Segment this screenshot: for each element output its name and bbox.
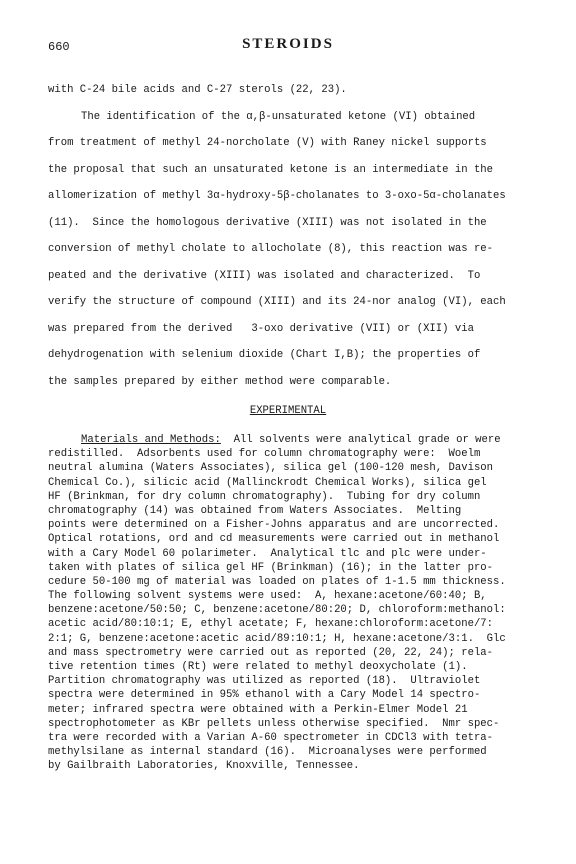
- methods-line: The following solvent systems were used: A, hexane:acetone/60:40; B,: [48, 590, 487, 603]
- methods-line: Optical rotations, ord and cd measurements were carried out in methanol: [48, 533, 500, 546]
- journal-title: STEROIDS: [242, 36, 334, 52]
- experimental-text: [48, 433, 528, 774]
- methods-line: [48, 433, 528, 447]
- methods-line: Chemical Co.), silicic acid (Mallinckrodt Chemical Works), silica gel: [48, 476, 487, 489]
- body-text: [48, 83, 528, 401]
- body-line: allomerization of methyl 3α-hydroxy-5β-cholanates to 3-oxo-5α-cholanates: [48, 190, 506, 202]
- methods-line: tra were recorded with a Varian A-60 spectrometer in CDCl3 with tetra-: [48, 731, 494, 744]
- body-line: peated and the derivative (XIII) was isolated and characterized. To: [48, 269, 481, 282]
- methods-line: methylsilane as internal standard (16). Microanalyses were performed: [48, 746, 487, 759]
- body-line: the proposal that such an unsaturated ketone is an intermediate in the: [48, 163, 494, 176]
- methods-line: taken with plates of silica gel HF (Brinkman) (16); in the latter pro-: [48, 561, 494, 574]
- section-heading-experimental: EXPERIMENTAL: [249, 405, 327, 417]
- body-line: the samples prepared by either method were comparable.: [48, 375, 392, 388]
- methods-line: spectra were determined in 95% ethanol with a Cary Model 14 spectro-: [48, 689, 481, 702]
- methods-line: HF (Brinkman, for dry column chromatography). Tubing for dry column: [48, 490, 481, 503]
- body-line: dehydrogenation with selenium dioxide (Chart I,B); the properties of: [48, 349, 481, 361]
- body-line: was prepared from the derived 3-oxo derivative (VII) or (XII) via: [48, 322, 474, 335]
- methods-line: cedure 50-100 mg of material was loaded on plates of 1-1.5 mm thickness.: [48, 575, 506, 588]
- methods-line: and mass spectrometry were carried out as reported (20, 22, 24); rela-: [48, 646, 494, 659]
- methods-line: tive retention times (Rt) were related to methyl deoxycholate (1).: [48, 661, 468, 673]
- methods-line: by Gailbraith Laboratories, Knoxville, Tennessee.: [48, 760, 360, 773]
- methods-line: spectrophotometer as KBr pellets unless otherwise specified. Nmr spec-: [48, 717, 500, 730]
- body-line: verify the structure of compound (XIII) and its 24-nor analog (VI), each: [48, 296, 506, 308]
- methods-line: 2:1; G, benzene:acetone:acetic acid/89:10:1; H, hexane:acetone/3:1. Glc: [48, 632, 506, 645]
- methods-line: Partition chromatography was utilized as reported (18). Ultraviolet: [48, 675, 481, 688]
- body-line: with C-24 bile acids and C-27 sterols (22, 23).: [48, 84, 347, 96]
- methods-line: meter; infrared spectra were obtained with a Perkin-Elmer Model 21: [48, 703, 468, 716]
- body-line: (11). Since the homologous derivative (XIII) was not isolated in the: [48, 216, 487, 229]
- methods-line-text: All solvents were analytical grade or were: [220, 434, 501, 446]
- methods-line: acetic acid/80:10:1; E, ethyl acetate; F, hexane:chloroform:acetone/7:: [48, 618, 494, 631]
- methods-line: neutral alumina (Waters Associates), silica gel (100-120 mesh, Davison: [48, 462, 494, 475]
- methods-line: points were determined on a Fisher-Johns apparatus and are uncorrected.: [48, 519, 500, 532]
- body-line: from treatment of methyl 24-norcholate (V) with Raney nickel supports: [48, 137, 487, 149]
- body-line: conversion of methyl cholate to allocholate (8), this reaction was re-: [48, 243, 494, 255]
- methods-line: with a Cary Model 60 polarimeter. Analytical tlc and plc were under-: [48, 547, 487, 560]
- materials-methods-subheading: Materials and Methods:: [81, 434, 221, 446]
- methods-line: chromatography (14) was obtained from Waters Associates. Melting: [48, 504, 462, 517]
- body-line: The identification of the α,β-unsaturated ketone (VI) obtained: [81, 110, 476, 123]
- methods-line: benzene:acetone/50:50; C, benzene:acetone/80:20; D, chloroform:methanol:: [48, 604, 506, 617]
- page-number: 660: [48, 40, 70, 54]
- methods-line: redistilled. Adsorbents used for column chromatography were: Woelm: [48, 448, 481, 461]
